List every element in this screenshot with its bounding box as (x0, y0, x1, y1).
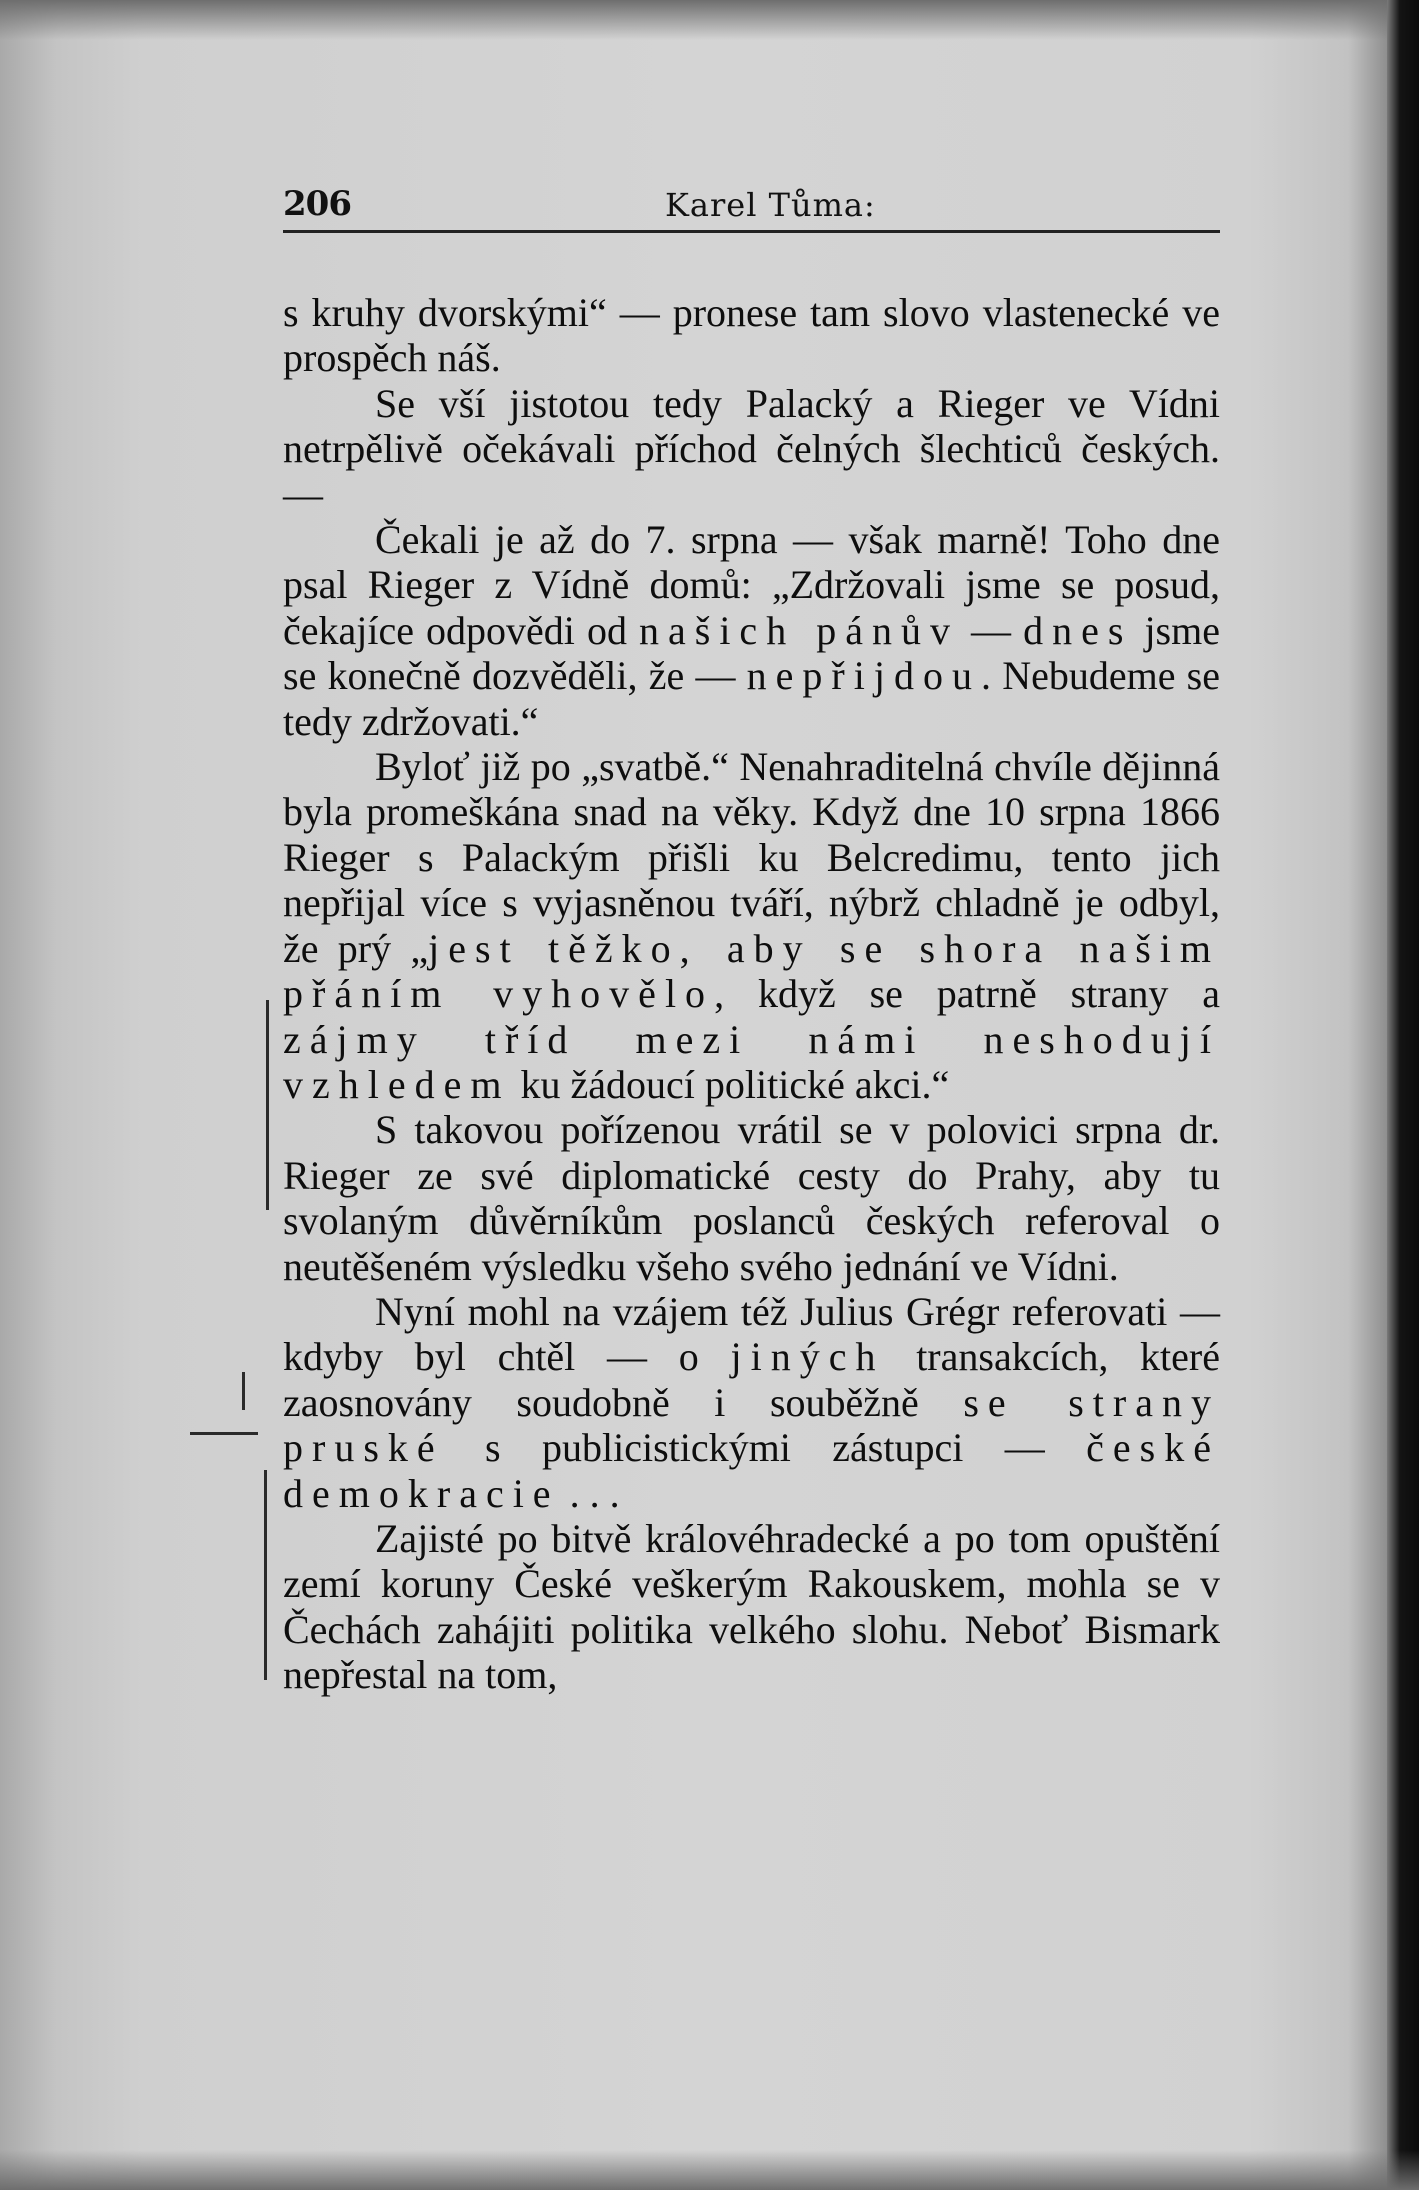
paragraph-3-emphasis-c: nepřijdou (746, 653, 981, 699)
paragraph-6-emphasis-b: se strany pruské (283, 1379, 1220, 1471)
paragraph-3-text-b: — (958, 607, 1024, 653)
paragraph-2: Se vší jistotou tedy Palacký a Rieger ve Vídni netrpělivě očekávali příchod čelných šlechticů českých. — (283, 380, 1220, 517)
paragraph-6-text-b: transakcích, které zaosnovány soudobně i souběžně (283, 1334, 1220, 1425)
paragraph-4-text-b: , když se patrně strany a (714, 971, 1220, 1017)
paragraph-6-text-d: . . . (559, 1470, 620, 1516)
paragraph-3-text-c: jsme se konečně dozvěděli, že — (283, 607, 1220, 699)
paragraph-4 (283, 744, 1220, 1107)
margin-pencil-stroke-small (242, 1372, 245, 1410)
page-number: 206 (283, 184, 351, 224)
paragraph-3-text-d: . Nebudeme se tedy zdržovati.“ (283, 653, 1220, 744)
paragraph-4-text-a: Byloť již po „svatbě.“ Nenahraditelná chvíle dějinná byla promeškána snad na věky. Když dne 10 srpna 1866 Rieger s Palackým přišli ku Belcredimu, tento jich nepřijal více s vyjasněnou tváří, nýbrž chladně je odbyl, že prý „ (283, 744, 1220, 971)
margin-pencil-mark-lower (264, 1470, 267, 1680)
paragraph-6-text-a: Nyní mohl na vzájem též Julius Grégr referovati — kdyby byl chtěl — o (283, 1288, 1220, 1380)
paragraph-4-emphasis-b: zájmy tříd mezi námi neshodují vzhledem (283, 1016, 1220, 1107)
paragraph-6 (283, 1289, 1220, 1516)
paragraph-6-emphasis-c: české demokracie (283, 1425, 1220, 1516)
page-header (283, 180, 1220, 233)
paragraph-7: Zajisté po bitvě královéhradecké a po tom opuštění zemí koruny České veškerým Rakouskem, mohla se v Čechách zahájiti politika velkého slohu. Neboť Bismark nepřestal na tom, (283, 1515, 1220, 1698)
running-head: Karel Tůma: (665, 186, 876, 224)
page-edge-shadow (1387, 0, 1419, 2190)
body-text (283, 290, 1220, 1698)
paragraph-3-emphasis-a: našich pánův (639, 607, 959, 653)
paragraph-3 (283, 517, 1220, 744)
paragraph-4-emphasis-a: jest těžko, aby se shora našim přáním vyhovělo (283, 925, 1220, 1017)
paragraph-5: S takovou pořízenou vrátil se v polovici srpna dr. Rieger ze své diplomatické cesty do Prahy, aby tu svolaným důvěrníkům poslanců českých referoval o neutěšeném výsledku všeho svého jednání ve Vídni. (283, 1107, 1220, 1289)
paragraph-1: s kruhy dvorskými“ — pronese tam slovo vlastenecké ve prospěch náš. (283, 290, 1220, 381)
paragraph-6-emphasis-a: jiných (730, 1334, 885, 1380)
paragraph-3-emphasis-b: dnes (1023, 607, 1133, 653)
margin-pencil-tick (190, 1432, 258, 1435)
margin-pencil-mark-upper (266, 1000, 269, 1210)
paragraph-4-text-c: ku žádoucí politické akci.“ (510, 1061, 950, 1107)
paragraph-3-text-a: Čekali je až do 7. srpna — však marně! Toho dne psal Rieger z Vídně domů: „Zdržovali jsme se posud, čekajíce odpovědi od (283, 517, 1220, 653)
paragraph-6-text-c: s publicistickými zástupci — (443, 1425, 1087, 1471)
